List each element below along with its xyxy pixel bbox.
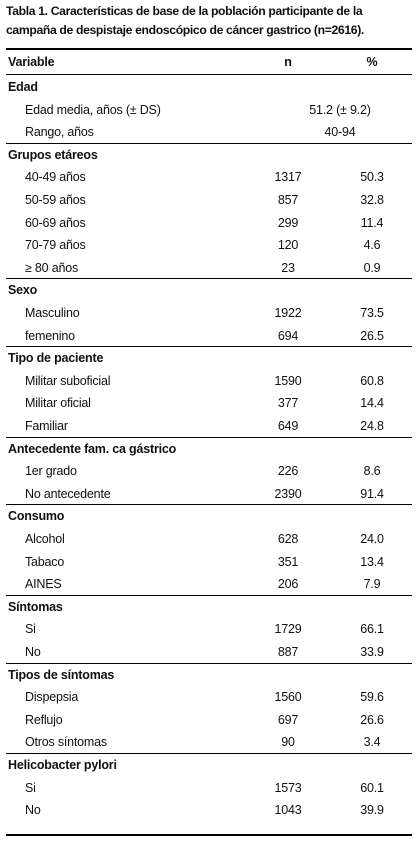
section-row xyxy=(0,279,418,301)
n-cell: 1590 xyxy=(274,373,302,388)
header-variable: Variable xyxy=(8,55,55,69)
row-label: Reflujo xyxy=(25,712,63,727)
n-cell: 887 xyxy=(277,645,299,659)
row-label: Edad media, años (± DS) xyxy=(25,102,161,117)
row-label: Rango, años xyxy=(25,125,94,140)
caption-text: Características de base de la población participante de la campaña de despistaje endoscópico de cáncer gastrico (n=2616). xyxy=(6,4,364,37)
section-label: Edad xyxy=(8,80,38,94)
row-label: Otros síntomas xyxy=(25,735,107,750)
row-label: No antecedente xyxy=(25,486,111,501)
pct-cell: 60.8 xyxy=(360,373,384,388)
section-label: Antecedente fam. ca gástrico xyxy=(8,441,177,456)
section-divider xyxy=(6,753,412,754)
table-row xyxy=(0,460,418,482)
pct-cell: 4.6 xyxy=(363,238,381,253)
section-label: Sexo xyxy=(8,283,38,298)
section-row xyxy=(0,754,418,776)
table-row xyxy=(0,415,418,437)
section-row xyxy=(0,144,418,166)
value-cell: 51.2 (± 9.2) xyxy=(309,102,371,117)
table-row xyxy=(0,483,418,505)
row-label: Si xyxy=(25,780,36,795)
row-label: Militar oficial xyxy=(25,396,91,411)
n-cell: 351 xyxy=(277,554,299,569)
pct-cell: 0.9 xyxy=(363,260,381,275)
pct-cell: 24.0 xyxy=(360,532,384,546)
row-label: No xyxy=(25,645,41,659)
row-label: 40-49 años xyxy=(25,170,86,185)
n-cell: 857 xyxy=(277,193,299,207)
n-cell: 299 xyxy=(277,215,299,230)
table-caption xyxy=(6,2,414,40)
table-row xyxy=(0,573,418,595)
n-cell: 226 xyxy=(277,464,299,479)
pct-cell: 26.6 xyxy=(360,712,384,727)
n-cell: 628 xyxy=(277,532,299,546)
row-label: Tabaco xyxy=(25,554,65,569)
table-row xyxy=(0,709,418,731)
table-row xyxy=(0,302,418,324)
pct-cell: 66.1 xyxy=(360,622,384,637)
pct-cell: 26.5 xyxy=(360,328,384,343)
n-cell: 1317 xyxy=(274,170,302,185)
table-row xyxy=(0,121,418,143)
n-cell: 1573 xyxy=(274,780,302,795)
section-row xyxy=(0,505,418,527)
section-row xyxy=(0,664,418,686)
row-label: Si xyxy=(25,622,36,637)
table-row xyxy=(0,551,418,573)
n-cell: 649 xyxy=(277,419,299,433)
n-cell: 23 xyxy=(281,260,295,275)
pct-cell: 7.9 xyxy=(363,577,381,592)
section-label: Síntomas xyxy=(8,599,63,614)
row-label: 60-69 años xyxy=(25,215,86,230)
n-cell: 1729 xyxy=(274,622,302,637)
header-n: n xyxy=(284,55,292,69)
table-row xyxy=(0,618,418,640)
table-row xyxy=(0,731,418,753)
table-row xyxy=(0,777,418,799)
top-rule xyxy=(6,48,412,50)
section-divider xyxy=(6,504,412,505)
table-row xyxy=(0,799,418,821)
table-row xyxy=(0,99,418,121)
row-label: No xyxy=(25,803,41,818)
n-cell: 206 xyxy=(277,577,299,592)
header-row xyxy=(0,51,418,73)
row-label: 70-79 años xyxy=(25,238,86,253)
n-cell: 2390 xyxy=(274,486,302,501)
n-cell: 120 xyxy=(277,238,299,253)
caption-label: Tabla 1. xyxy=(6,4,48,18)
pct-cell: 8.6 xyxy=(363,464,381,479)
section-divider xyxy=(6,346,412,347)
table-row xyxy=(0,189,418,211)
row-label: Masculino xyxy=(25,306,80,320)
section-divider xyxy=(6,663,412,664)
table-row xyxy=(0,212,418,234)
pct-cell: 14.4 xyxy=(360,396,384,411)
table-row xyxy=(0,392,418,414)
section-row xyxy=(0,347,418,369)
table-row xyxy=(0,166,418,188)
section-label: Grupos etáreos xyxy=(8,147,98,162)
pct-cell: 13.4 xyxy=(360,554,384,569)
row-label: 1er grado xyxy=(25,464,77,479)
n-cell: 90 xyxy=(281,735,295,750)
pct-cell: 91.4 xyxy=(360,486,384,501)
pct-cell: 50.3 xyxy=(360,170,384,185)
value-cell: 40-94 xyxy=(324,125,356,140)
row-label: Alcohol xyxy=(25,532,65,546)
section-row xyxy=(0,596,418,618)
section-divider xyxy=(6,143,412,144)
pct-cell: 60.1 xyxy=(360,780,384,795)
row-label: Militar suboficial xyxy=(25,373,111,388)
pct-cell: 59.6 xyxy=(360,690,384,705)
header-rule xyxy=(6,74,412,75)
row-label: Dispepsia xyxy=(25,690,79,705)
table-row xyxy=(0,325,418,347)
section-label: Tipo de paciente xyxy=(8,351,104,366)
pct-cell: 32.8 xyxy=(360,193,384,207)
section-label: Consumo xyxy=(8,509,65,524)
section-row xyxy=(0,438,418,460)
pct-cell: 3.4 xyxy=(363,735,381,750)
table-row xyxy=(0,234,418,256)
n-cell: 377 xyxy=(277,396,299,411)
pct-cell: 33.9 xyxy=(360,645,384,659)
table-row xyxy=(0,528,418,550)
row-label: 50-59 años xyxy=(25,193,86,207)
pct-cell: 24.8 xyxy=(360,419,384,433)
pct-cell: 11.4 xyxy=(360,215,384,230)
pct-cell: 39.9 xyxy=(360,803,384,818)
table-row xyxy=(0,370,418,392)
pct-cell: 73.5 xyxy=(360,306,384,320)
table-row xyxy=(0,641,418,663)
table-row xyxy=(0,257,418,279)
row-label: ≥ 80 años xyxy=(25,260,79,275)
row-label: Familiar xyxy=(25,419,68,433)
header-pct: % xyxy=(366,55,378,69)
section-label: Tipos de síntomas xyxy=(8,667,115,682)
n-cell: 1043 xyxy=(274,803,302,818)
row-label: femenino xyxy=(25,328,75,343)
section-divider xyxy=(6,278,412,279)
n-cell: 694 xyxy=(277,328,299,343)
n-cell: 1922 xyxy=(274,306,302,320)
section-divider xyxy=(6,595,412,596)
section-label: Helicobacter pylori xyxy=(8,758,117,772)
section-divider xyxy=(6,437,412,438)
row-label: AINES xyxy=(25,577,62,592)
n-cell: 697 xyxy=(277,712,299,727)
section-row xyxy=(0,76,418,98)
bottom-rule xyxy=(6,834,412,836)
table-row xyxy=(0,686,418,708)
n-cell: 1560 xyxy=(274,690,302,705)
